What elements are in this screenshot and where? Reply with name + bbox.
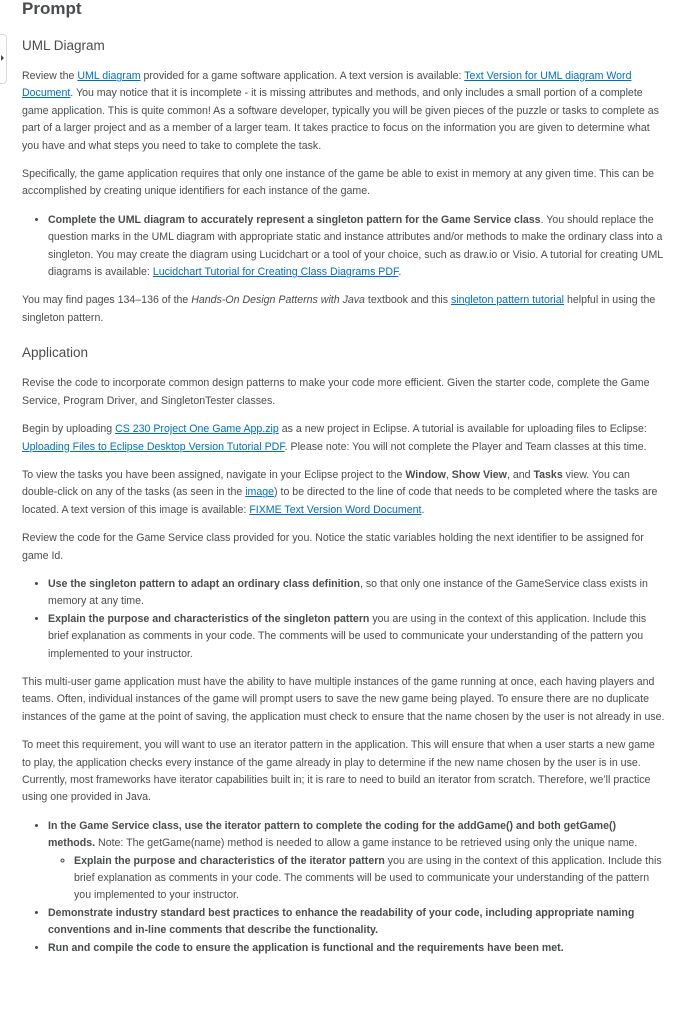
list-item: • Run and compile the code to ensure the application is functional and the requirements have been met. (48, 940, 666, 957)
eclipse-upload-tutorial-link[interactable]: Uploading Files to Eclipse Desktop Version Tutorial PDF (22, 440, 285, 453)
sidebar-toggle[interactable] (0, 34, 7, 84)
application-intro: Revise the code to incorporate common design patterns to make your code more efficient. Given the starter code, complete the Game Service, Program Driver, and SingletonTester classes. (22, 377, 650, 407)
tasks-view-instructions: To view the tasks you have been assigned, navigate in your Eclipse project to the Window, Show View, and Tasks view. You can double-click on any of the tasks (as seen in the image) to be directed to the line of code that needs to be completed where the tasks are located. A text version of this image is available: FIXME Text Version Word Document. (22, 468, 658, 516)
list-item: • In the Game Service class, use the iterator pattern to complete the coding for the addGame() and both getGame() methods. Note: The getGame(name) method is needed to allow a game instance to be retrieved using only the unique name. ◦ Explain the purpose and characteristics of the iterator pattern you are using in the context of this application. Include this brief explanation as comments in your code. The comments will be used to communicate your understanding of the pattern you implemented to your instructor. (48, 818, 666, 905)
singleton-tutorial-link[interactable]: singleton pattern tutorial (450, 294, 565, 307)
uml-textbook-note: You may find pages 134–136 of the Hands-On Design Patterns with Java textbook and this singleton pattern tutorial helpful in using the singleton pattern. (22, 294, 656, 324)
list-item: • Complete the UML diagram to accurately represent a singleton pattern for the Game Service class. You should replace the question marks in the UML diagram with appropriate static and instance attributes and/or methods to make the ordinary class into a singleton. You may create the diagram using Lucidchart or a tool of your choice, such as draw.io or Visio. A tutorial for creating UML diagrams is available: Lucidchart Tutorial for Creating Class Diagrams PDF. (48, 212, 666, 282)
uml-diagram-link[interactable]: UML diagram (77, 70, 141, 82)
project-zip-link[interactable]: CS 230 Project One Game App.zip (115, 423, 279, 436)
chevron-right-icon (1, 55, 4, 61)
singleton-task-list (22, 576, 666, 663)
multi-user-paragraph: This multi-user game application must have the ability to have multiple instances of the game running at once, each having players and teams. Often, individual instances of the game will prompt users to save the new game being played. To ensure there are no duplicate instances of the game at the point of saving, the application must check to ensure that the name chosen by the user is not already in use. (22, 675, 665, 723)
lucidchart-tutorial-link[interactable]: Lucidchart Tutorial for Creating Class Diagrams PDF (152, 266, 399, 279)
game-service-review: Review the code for the Game Service class provided for you. Notice the static variables holding the next identifier to be assigned for game Id. (22, 532, 644, 562)
iterator-paragraph: To meet this requirement, you will want to use an iterator pattern in the application. This will ensure that when a user starts a new game to play, the application checks every instance of the game already in play to determine if the new name chosen by the user is in use. Currently, most frameworks have iterator capabilities built in; it is rare to need to build an iterator from scratch. Therefore, we’ll practice using one provided in Java. (22, 739, 655, 804)
iterator-task-list (22, 818, 666, 957)
tasks-image-link[interactable]: image (245, 486, 275, 499)
list-item: ◦ Explain the purpose and characteristics of the iterator pattern you are using in the context of this application. Include this brief explanation as comments in your code. The comments will be used to communicate your understanding of the pattern you implemented to your instructor. (74, 853, 666, 905)
uml-intro: Review the UML diagram provided for a game software application. A text version is available: Text Version for UML diagram Word Document. You may notice that it is incomplete - it is missing attributes and methods, and only includes a small portion of a complete game application. This is quite common! As a software developer, typically you will be given pieces of the puzzle or tasks to complete as part of a larger project and as a member of a larger team. It takes practice to focus on the information you are given to determine what you have and what steps you need to take to complete the task. (22, 70, 659, 152)
upload-instructions: Begin by uploading CS 230 Project One Game App.zip as a new project in Eclipse. A tutorial is available for uploading files to Eclipse: Uploading Files to Eclipse Desktop Version Tutorial PDF. Please note: You will not complete the Player and Team classes at this time. (22, 423, 647, 453)
uml-requirement: Specifically, the game application requires that only one instance of the game be able to exist in memory at any given time. This can be accomplished by creating unique identifiers for each instance of the game. (22, 168, 655, 198)
page-title: Prompt (22, 0, 82, 18)
list-item: • Explain the purpose and characteristics of the singleton pattern you are using in the context of this application. Include this brief explanation as comments in your code. The comments will be used to communicate your understanding of the pattern you implemented to your instructor. (48, 611, 666, 663)
list-item: • Use the singleton pattern to adapt an ordinary class definition, so that only one instance of the GameService class exists in memory at any time. (48, 576, 666, 611)
uml-task-list (22, 212, 666, 282)
content-page (22, 0, 666, 968)
uml-text-version-link[interactable]: Text Version for UML diagram Word Document (22, 70, 632, 100)
application-heading: Application (22, 345, 89, 361)
iterator-sub-list (48, 853, 666, 905)
fixme-text-version-link[interactable]: FIXME Text Version Word Document (249, 503, 422, 516)
list-item: • Demonstrate industry standard best practices to enhance the readability of your code, including appropriate naming conventions and in-line comments that describe the functionality. (48, 905, 666, 940)
uml-heading: UML Diagram (22, 38, 105, 53)
